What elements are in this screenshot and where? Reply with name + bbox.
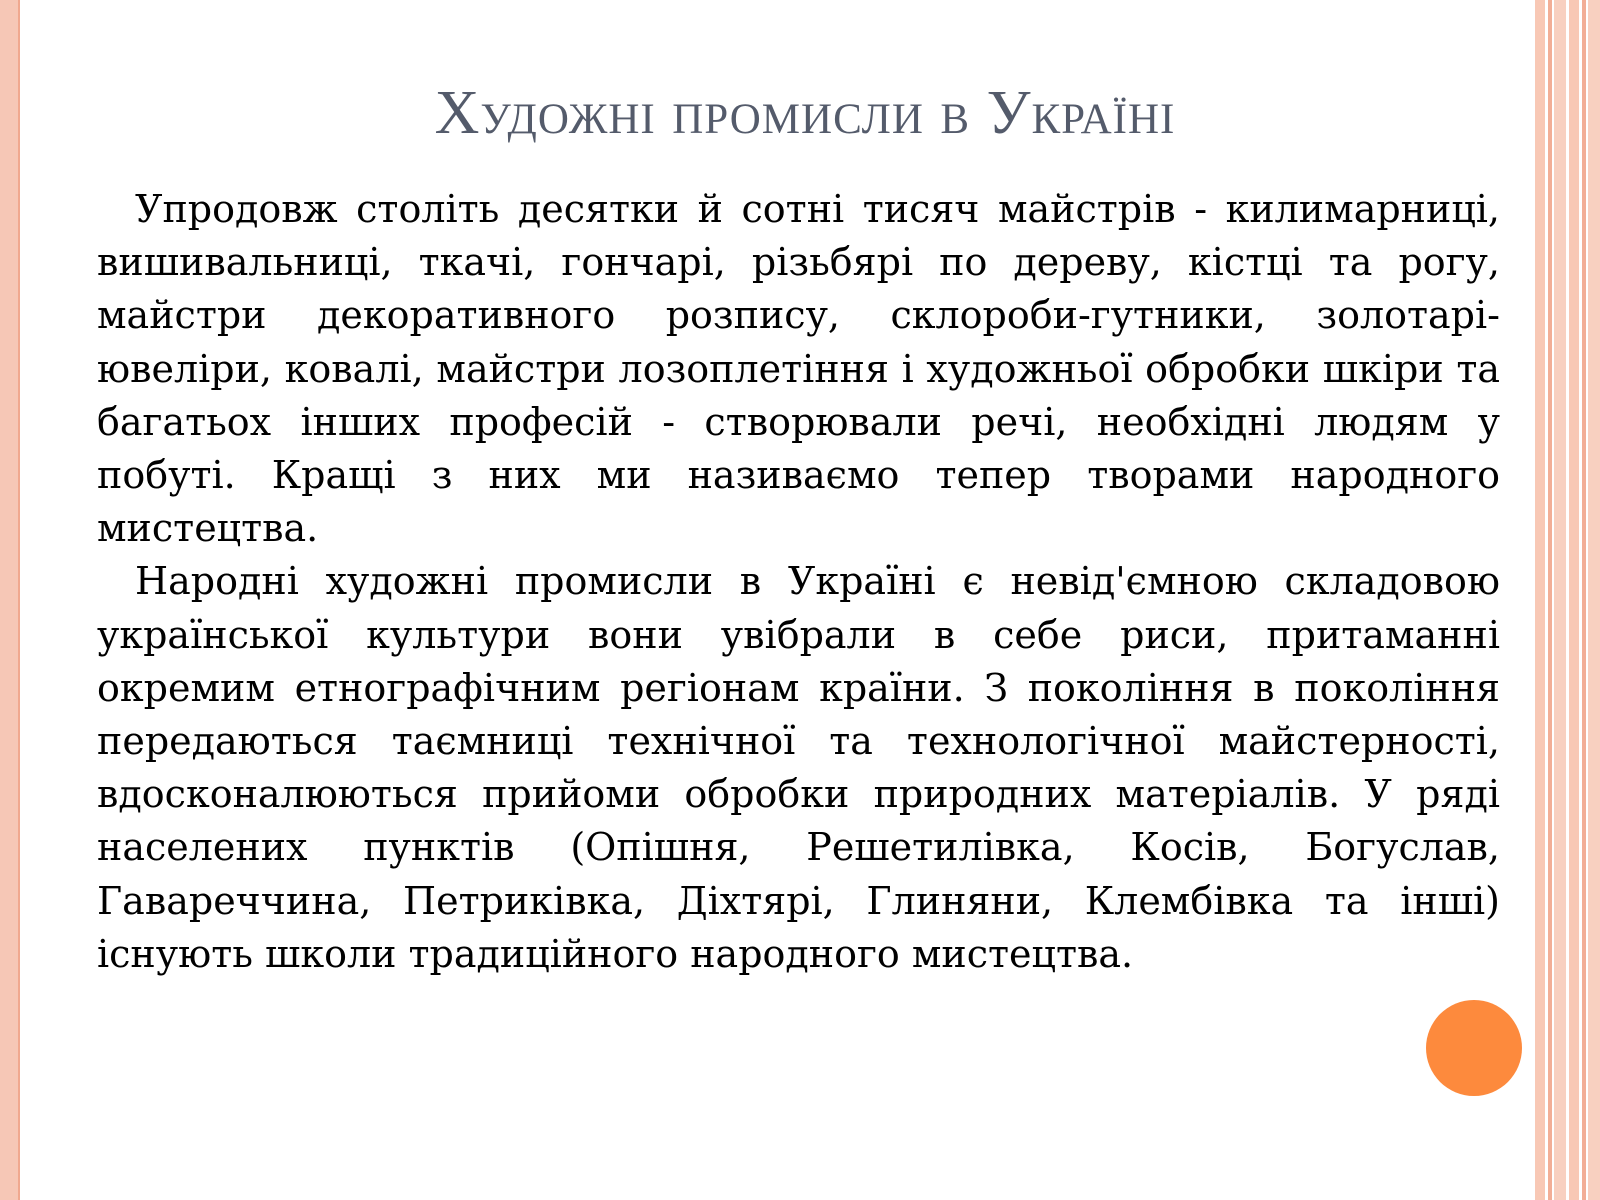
left-border-decoration <box>0 0 18 1200</box>
slide-title: Художні промисли в Україні <box>434 79 1176 147</box>
paragraph-2: Народні художні промисли в Україні є невід'ємною складовою української культури вони увібрали в себе риси, притаманні окремим етнографічним регіонам країни. З покоління в покоління передаються таємниці технічної та технологічної майстерності, вдосконалюються прийоми обробки природних матеріалів. У ряді населених пунктів (Опішня, Решетилівка, Косів, Богуслав, Гавареччина, Петриківка, Діхтярі, Глиняни, Клембівка та інші) існують школи традиційного народного мистецтва. <box>97 559 1500 976</box>
right-border-decoration <box>1532 0 1600 1200</box>
paragraph-1: Упродовж століть десятки й сотні тисяч майстрів - килимарниці, вишивальниці, ткачі, гончарі, різьбярі по дереву, кістці та рогу, майстри декоративного розпису, склороби-гутники, золотарі-ювеліри, ковалі, майстри лозоплетіння і художньої обробки шкіри та багатьох інших професій - створювали речі, необхідні людям у побуті. Кращі з них ми називаємо тепер творами народного мистецтва. <box>97 187 1500 551</box>
slide-body <box>97 183 1500 981</box>
orange-circle-decoration <box>1426 1000 1522 1096</box>
